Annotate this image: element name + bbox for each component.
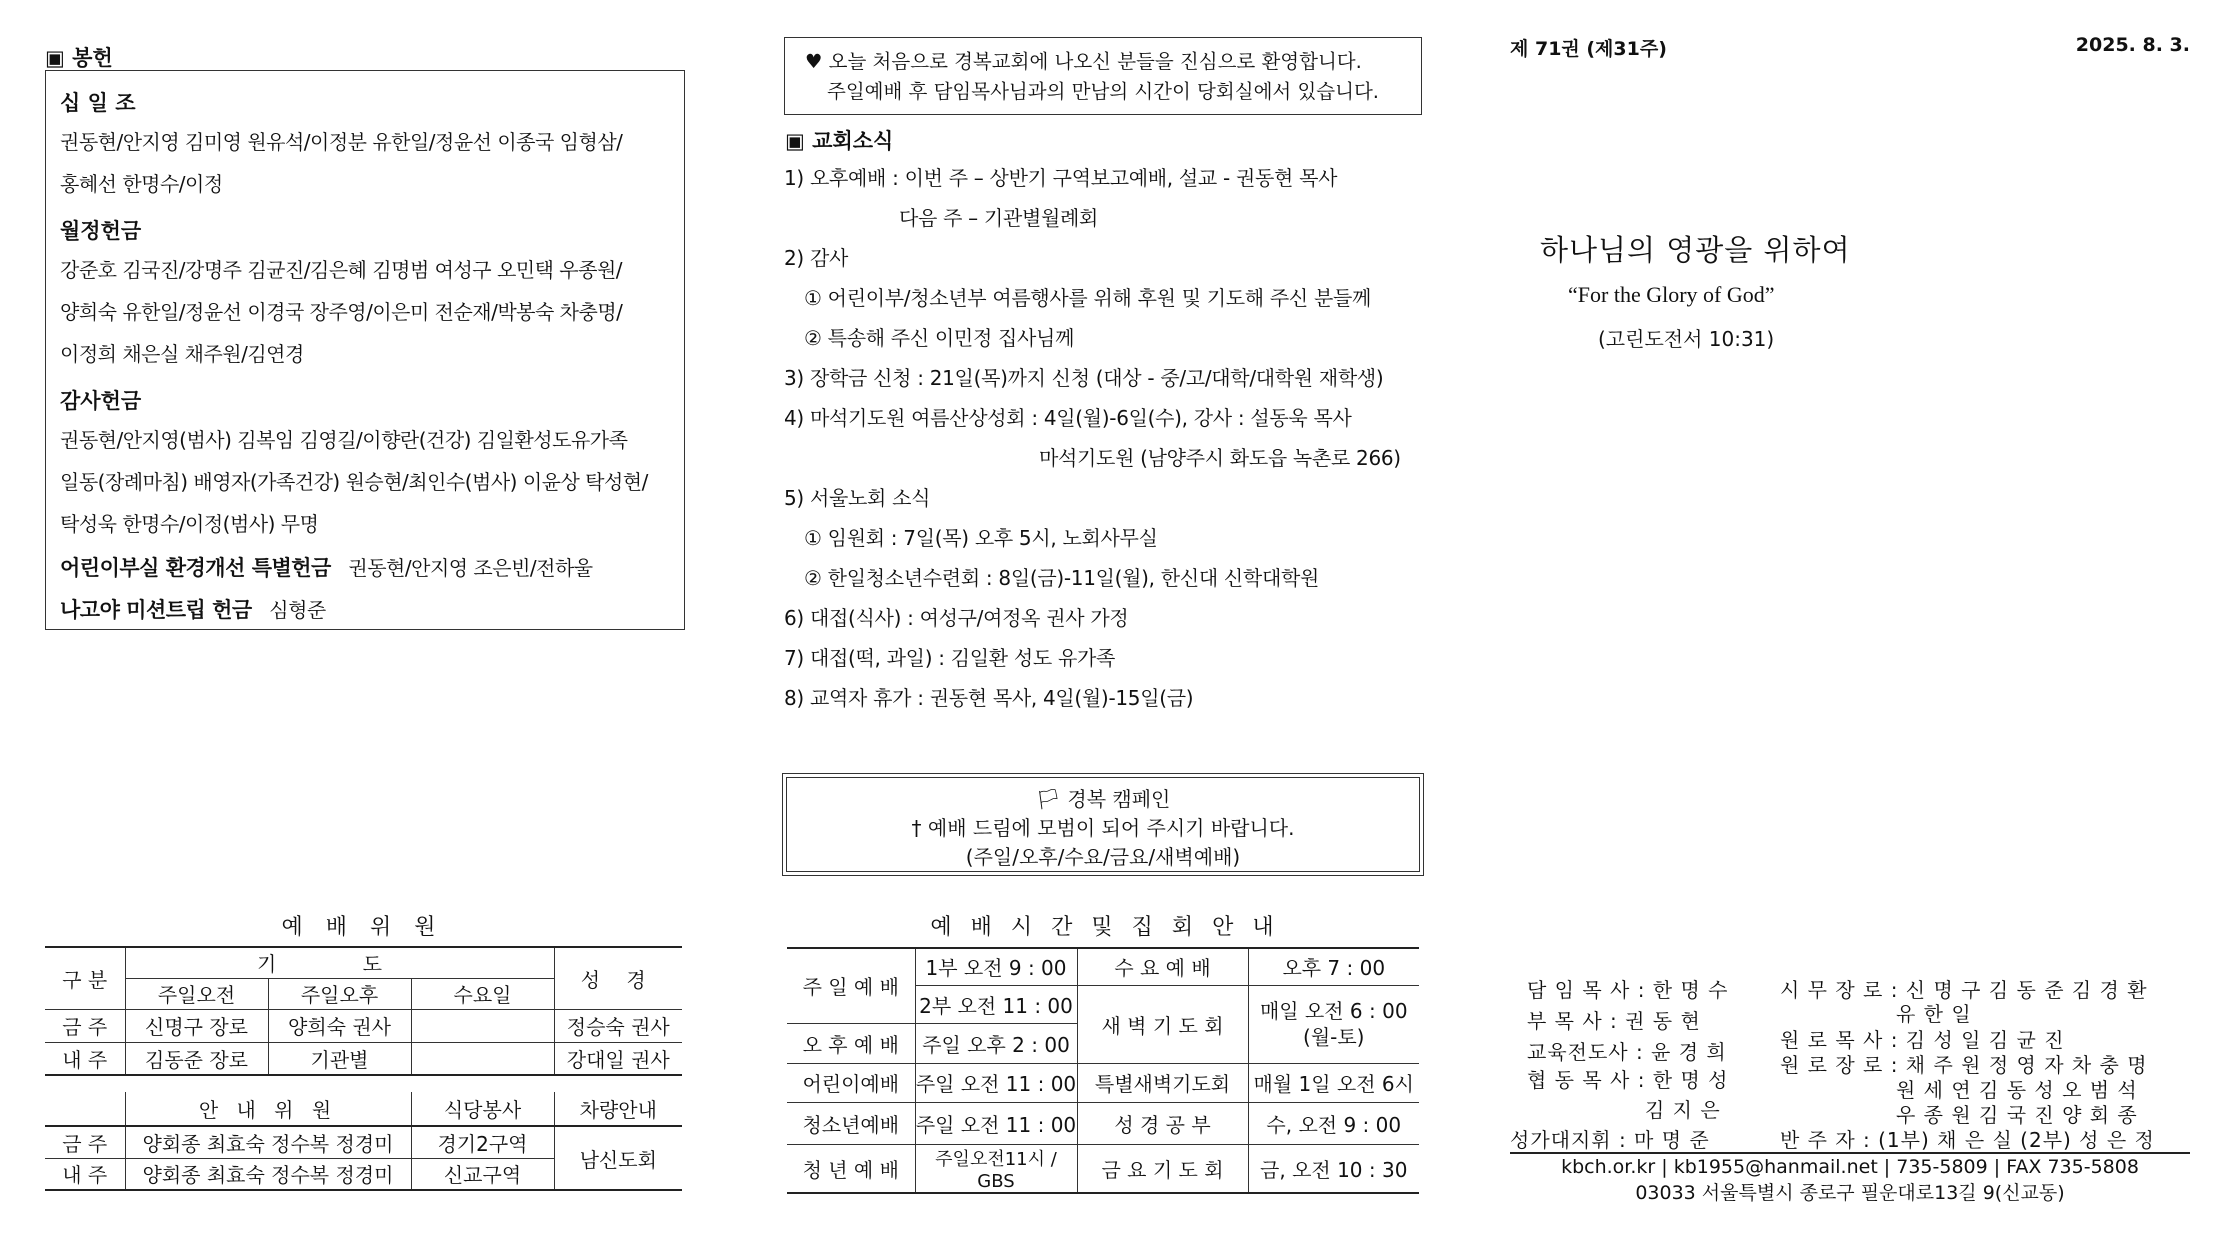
- news-item: 7) 대접(떡, 과일) : 김일환 성도 유가족: [784, 646, 1116, 670]
- kids-label: 어린이예배: [787, 1063, 915, 1102]
- staff-emeritus-pastors: 원 로 목 사 : 김 성 일 김 균 진: [1780, 1028, 2065, 1052]
- row-label: 금 주: [45, 1126, 125, 1158]
- cover-subtitle: “For the Glory of God”: [1568, 282, 1775, 307]
- welcome-box: [784, 37, 1422, 115]
- staff-emeritus-elders-2: 원 세 연 김 동 성 오 범 석: [1896, 1078, 2138, 1102]
- afternoon-time: 주일 오후 2 : 00: [915, 1023, 1077, 1063]
- news-item: 1) 오후예배 : 이번 주 – 상반기 구역보고예배, 설교 - 권동현 목사: [784, 166, 1338, 190]
- nagoya-heading: 나고야 미션트립 헌금: [60, 598, 252, 622]
- dawn-time-1: 매일 오전 6 : 00: [1259, 999, 1408, 1023]
- header-prayer: 기 도: [125, 947, 554, 978]
- news-item: 4) 마석기도원 여름산상성회 : 4일(월)-6일(수), 강사 : 설동욱 목사: [784, 406, 1352, 430]
- dawn-time: [1248, 985, 1419, 1063]
- dawn-time-2: (월-토): [1303, 1025, 1365, 1049]
- cover-verse: (고린도전서 10:31): [1598, 327, 1775, 351]
- schedule-table: [787, 947, 1419, 1194]
- worship-committee-caption: 예 배 위 원: [281, 915, 444, 940]
- young-adult-time: 주일오전11시 / GBS: [915, 1144, 1077, 1193]
- sunday-time-1: 1부 오전 9 : 00: [915, 948, 1077, 985]
- kids-room-names: 권동현/안지영 조은빈/전하울: [348, 556, 593, 580]
- news-item: ② 한일청소년수련회 : 8일(금)-11일(월), 한신대 신학대학원: [804, 566, 1320, 590]
- bible-study-label: 성 경 공 부: [1077, 1102, 1248, 1144]
- table-row: [45, 1126, 682, 1158]
- campaign-box: [782, 773, 1424, 876]
- tithe-heading: 십 일 조: [60, 91, 136, 115]
- news-item: 다음 주 – 기관별월례회: [899, 206, 1099, 230]
- news-item: 마석기도원 (남양주시 화도읍 녹촌로 266): [1039, 446, 1401, 470]
- youth-label: 청소년예배: [787, 1102, 915, 1144]
- young-adult-label: 청 년 예 배: [787, 1144, 915, 1193]
- campaign-inner: [786, 777, 1420, 872]
- cell-sunday-am: 신명구 장로: [125, 1009, 268, 1042]
- news-list: [784, 158, 1424, 718]
- news-item: 2) 감사: [784, 246, 849, 270]
- cell-scripture: 강대일 권사: [554, 1042, 682, 1075]
- cell-wednesday: [411, 1042, 554, 1075]
- staff-education: 교육전도사 : 윤 경 희: [1527, 1040, 1727, 1064]
- volume-label: 제 71권 (제31주): [1510, 38, 1667, 60]
- monthly-heading: 월정헌금: [60, 219, 142, 243]
- bible-study-time: 수, 오전 9 : 00: [1248, 1102, 1419, 1144]
- news-item: ② 특송해 주신 이민정 집사님께: [804, 326, 1075, 350]
- staff-coop-pastor: 협 동 목 사 : 한 명 성: [1527, 1068, 1729, 1092]
- usher-header-blank: [45, 1092, 125, 1126]
- monthly-line: 양희숙 유한일/정윤선 이경국 장주영/이은미 전순재/박봉숙 차충명/: [60, 300, 623, 324]
- news-item: 3) 장학금 신청 : 21일(목)까지 신청 (대상 - 중/고/대학/대학원 재학생): [784, 366, 1384, 390]
- news-item: 8) 교역자 휴가 : 권동현 목사, 4일(월)-15일(금): [784, 686, 1194, 710]
- schedule-caption: 예 배 시 간 및 집 회 안 내: [930, 915, 1280, 940]
- cell-ushers: 양회종 최효숙 정수복 정경미: [125, 1158, 411, 1190]
- news-item: ① 어린이부/청소년부 여름행사를 위해 후원 및 기도해 주신 분들께: [804, 286, 1372, 310]
- campaign-line1: † 예배 드림에 모범이 되어 주시기 바랍니다.: [911, 816, 1295, 840]
- address: 03033 서울특별시 종로구 필운대로13길 9(신교동): [1635, 1182, 2065, 1204]
- header-sunday-am: 주일오전: [125, 978, 268, 1009]
- staff-choir: 성가대지휘 : 마 명 준: [1510, 1128, 1710, 1152]
- wednesday-label: 수 요 예 배: [1077, 948, 1248, 985]
- campaign-line2: (주일/오후/수요/금요/새벽예배): [965, 845, 1241, 869]
- cell-scripture: 정승숙 권사: [554, 1009, 682, 1042]
- staff-associate-pastor: 부 목 사 : 권 동 현: [1527, 1009, 1701, 1033]
- cell-kitchen: 경기2구역: [411, 1126, 554, 1158]
- usher-table: [45, 1092, 682, 1191]
- staff-coop-pastor-2: 김 지 은: [1645, 1098, 1721, 1122]
- afternoon-label: 오 후 예 배: [787, 1023, 915, 1063]
- kids-room-heading: 어린이부실 환경개선 특별헌금: [60, 556, 331, 580]
- monthly-line: 강준호 김국진/강명주 김균진/김은혜 김명범 여성구 오민택 우종원/: [60, 258, 622, 282]
- cell-vehicle: 남신도회: [554, 1126, 682, 1190]
- header-scripture: 성 경: [554, 947, 682, 1009]
- thanks-heading: 감사헌금: [60, 389, 142, 413]
- special-dawn-label: 특별새벽기도회: [1077, 1063, 1248, 1102]
- staff-active-elders-2: 유 한 일: [1896, 1002, 1972, 1026]
- news-item: 6) 대접(식사) : 여성구/여정옥 권사 가정: [784, 606, 1129, 630]
- sunday-time-2: 2부 오전 11 : 00: [915, 985, 1077, 1023]
- thanks-line: 권동현/안지영(범사) 김복임 김영길/이향란(건강) 김일환성도유가족: [60, 428, 628, 452]
- header-sunday-pm: 주일오후: [268, 978, 411, 1009]
- staff-emeritus-elders-3: 우 종 원 김 국 진 양 회 종: [1896, 1103, 2138, 1127]
- kids-room-offering: [60, 547, 670, 589]
- cover-title: 하나님의 영광을 위하여: [1540, 233, 1851, 267]
- table-row: [45, 1009, 682, 1042]
- kids-time: 주일 오전 11 : 00: [915, 1063, 1077, 1102]
- row-label: 금 주: [45, 1009, 125, 1042]
- staff-senior-pastor: 담 임 목 사 : 한 명 수: [1527, 978, 1729, 1002]
- table-row: [45, 1042, 682, 1075]
- news-item: 5) 서울노회 소식: [784, 486, 931, 510]
- thanks-line: 탁성욱 한명수/이정(범사) 무명: [60, 512, 319, 536]
- cell-sunday-pm: 기관별: [268, 1042, 411, 1075]
- cell-sunday-am: 김동준 장로: [125, 1042, 268, 1075]
- tithe-line: 홍혜선 한명수/이정: [60, 172, 223, 196]
- news-item: ① 임원회 : 7일(목) 오후 5시, 노회사무실: [804, 526, 1158, 550]
- staff-accompanist: 반 주 자 : (1부) 채 은 실 (2부) 성 은 정: [1780, 1128, 2155, 1152]
- cell-kitchen: 신교구역: [411, 1158, 554, 1190]
- row-label: 내 주: [45, 1158, 125, 1190]
- sunday-label: 주 일 예 배: [787, 948, 915, 1023]
- header-category: 구 분: [45, 947, 125, 1009]
- header-wednesday: 수요일: [411, 978, 554, 1009]
- tithe-line: 권동현/안지영 김미영 원유석/이정분 유한일/정윤선 이종국 임형삼/: [60, 130, 623, 154]
- youth-time: 주일 오전 11 : 00: [915, 1102, 1077, 1144]
- thanks-line: 일동(장례마침) 배영자(가족건강) 원승현/최인수(범사) 이윤상 탁성현/: [60, 470, 648, 494]
- offering-box: [45, 70, 685, 630]
- offering-title: ▣ 봉헌: [45, 46, 113, 70]
- welcome-line1: ♥ 오늘 처음으로 경복교회에 나오신 분들을 진심으로 환영합니다.: [805, 50, 1362, 73]
- date-label: 2025. 8. 3.: [2075, 34, 2190, 56]
- news-title: ▣ 교회소식: [785, 129, 894, 153]
- staff-emeritus-elders: 원 로 장 로 : 채 주 원 정 영 자 차 충 명: [1780, 1053, 2148, 1077]
- welcome-line2: 주일예배 후 담임목사님과의 만남의 시간이 당회실에서 있습니다.: [827, 80, 1379, 103]
- staff-divider: [1510, 1152, 2190, 1154]
- nagoya-names: 심형준: [269, 598, 326, 622]
- monthly-line: 이정희 채은실 채주원/김연경: [60, 342, 304, 366]
- header-kitchen: 식당봉사: [411, 1092, 554, 1126]
- worship-committee-table: [45, 946, 682, 1076]
- header-vehicle: 차량안내: [554, 1092, 682, 1126]
- nagoya-offering: [60, 589, 670, 631]
- dawn-label: 새 벽 기 도 회: [1077, 985, 1248, 1063]
- header-ushers: 안 내 위 원: [125, 1092, 411, 1126]
- wednesday-time: 오후 7 : 00: [1248, 948, 1419, 985]
- special-dawn-time: 매월 1일 오전 6시: [1248, 1063, 1419, 1102]
- cell-ushers: 양회종 최효숙 정수복 정경미: [125, 1126, 411, 1158]
- cell-wednesday: [411, 1009, 554, 1042]
- campaign-title: 🏳 경복 캠페인: [1035, 787, 1171, 811]
- friday-time: 금, 오전 10 : 30: [1248, 1144, 1419, 1193]
- staff-active-elders: 시 무 장 로 : 신 명 구 김 동 준 김 경 환: [1780, 978, 2148, 1002]
- cell-sunday-pm: 양희숙 권사: [268, 1009, 411, 1042]
- friday-label: 금 요 기 도 회: [1077, 1144, 1248, 1193]
- row-label: 내 주: [45, 1042, 125, 1075]
- contact-info: kbch.or.kr | kb1955@hanmail.net | 735-5809 | FAX 735-5808: [1561, 1156, 2139, 1178]
